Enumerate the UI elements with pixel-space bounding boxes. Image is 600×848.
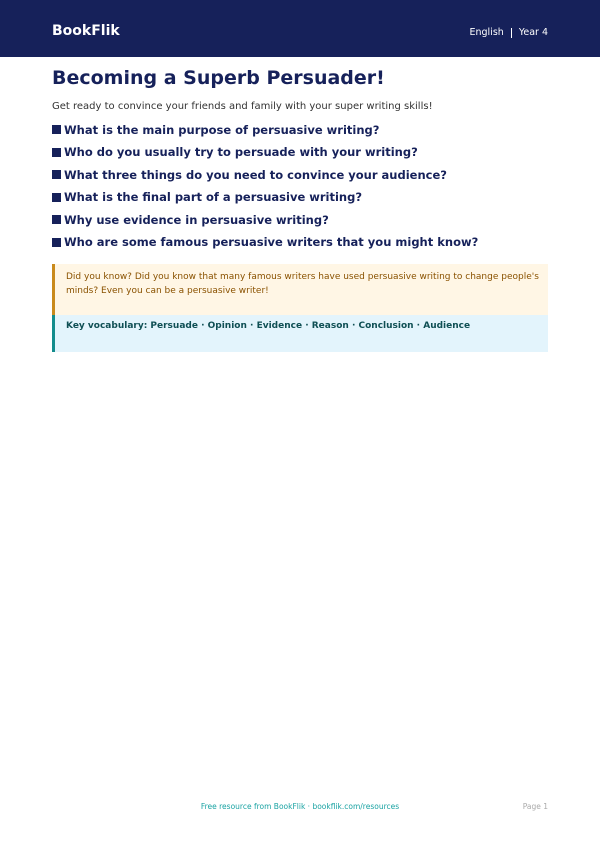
intro-text: Get ready to convince your friends and family with your super writing skills! bbox=[52, 101, 433, 112]
page-title: Becoming a Superb Persuader! bbox=[52, 67, 385, 89]
did-you-know-text: Did you know? Did you know that many famous writers have used persuasive writing to change people's minds? Even you can be a persuasive writer! bbox=[66, 272, 539, 296]
did-you-know-box bbox=[52, 264, 548, 315]
page-number: Page 1 bbox=[522, 802, 548, 811]
year-label: Year 4 bbox=[518, 27, 548, 38]
subject-label: English bbox=[469, 27, 504, 38]
question-item bbox=[52, 212, 478, 227]
page-header bbox=[0, 0, 600, 57]
square-bullet-icon bbox=[52, 238, 61, 247]
info-callout bbox=[52, 264, 548, 352]
vocabulary-box bbox=[52, 315, 548, 352]
footer-link[interactable]: Free resource from BookFlik · bookflik.com/resources bbox=[200, 802, 400, 811]
question-text: What three things do you need to convince your audience? bbox=[64, 167, 447, 182]
question-text: Who are some famous persuasive writers that you might know? bbox=[64, 235, 479, 250]
square-bullet-icon bbox=[52, 215, 61, 224]
question-text: Who do you usually try to persuade with your writing? bbox=[64, 145, 418, 160]
square-bullet-icon bbox=[52, 125, 61, 134]
meta-divider bbox=[511, 28, 512, 38]
question-list bbox=[52, 122, 478, 258]
question-item bbox=[52, 122, 478, 137]
question-text: Why use evidence in persuasive writing? bbox=[64, 212, 329, 227]
question-text: What is the final part of a persuasive writing? bbox=[64, 190, 363, 205]
page-footer bbox=[0, 802, 600, 814]
square-bullet-icon bbox=[52, 148, 61, 157]
brand-logo-text[interactable]: BookFlik bbox=[52, 23, 120, 39]
square-bullet-icon bbox=[52, 170, 61, 179]
question-item bbox=[52, 145, 478, 160]
question-text: What is the main purpose of persuasive writing? bbox=[64, 122, 380, 137]
question-item bbox=[52, 167, 478, 182]
square-bullet-icon bbox=[52, 193, 61, 202]
key-vocabulary-text: Key vocabulary: Persuade · Opinion · Evidence · Reason · Conclusion · Audience bbox=[66, 321, 471, 331]
question-item bbox=[52, 235, 478, 250]
question-item bbox=[52, 190, 478, 205]
subject-year-info bbox=[470, 27, 549, 39]
